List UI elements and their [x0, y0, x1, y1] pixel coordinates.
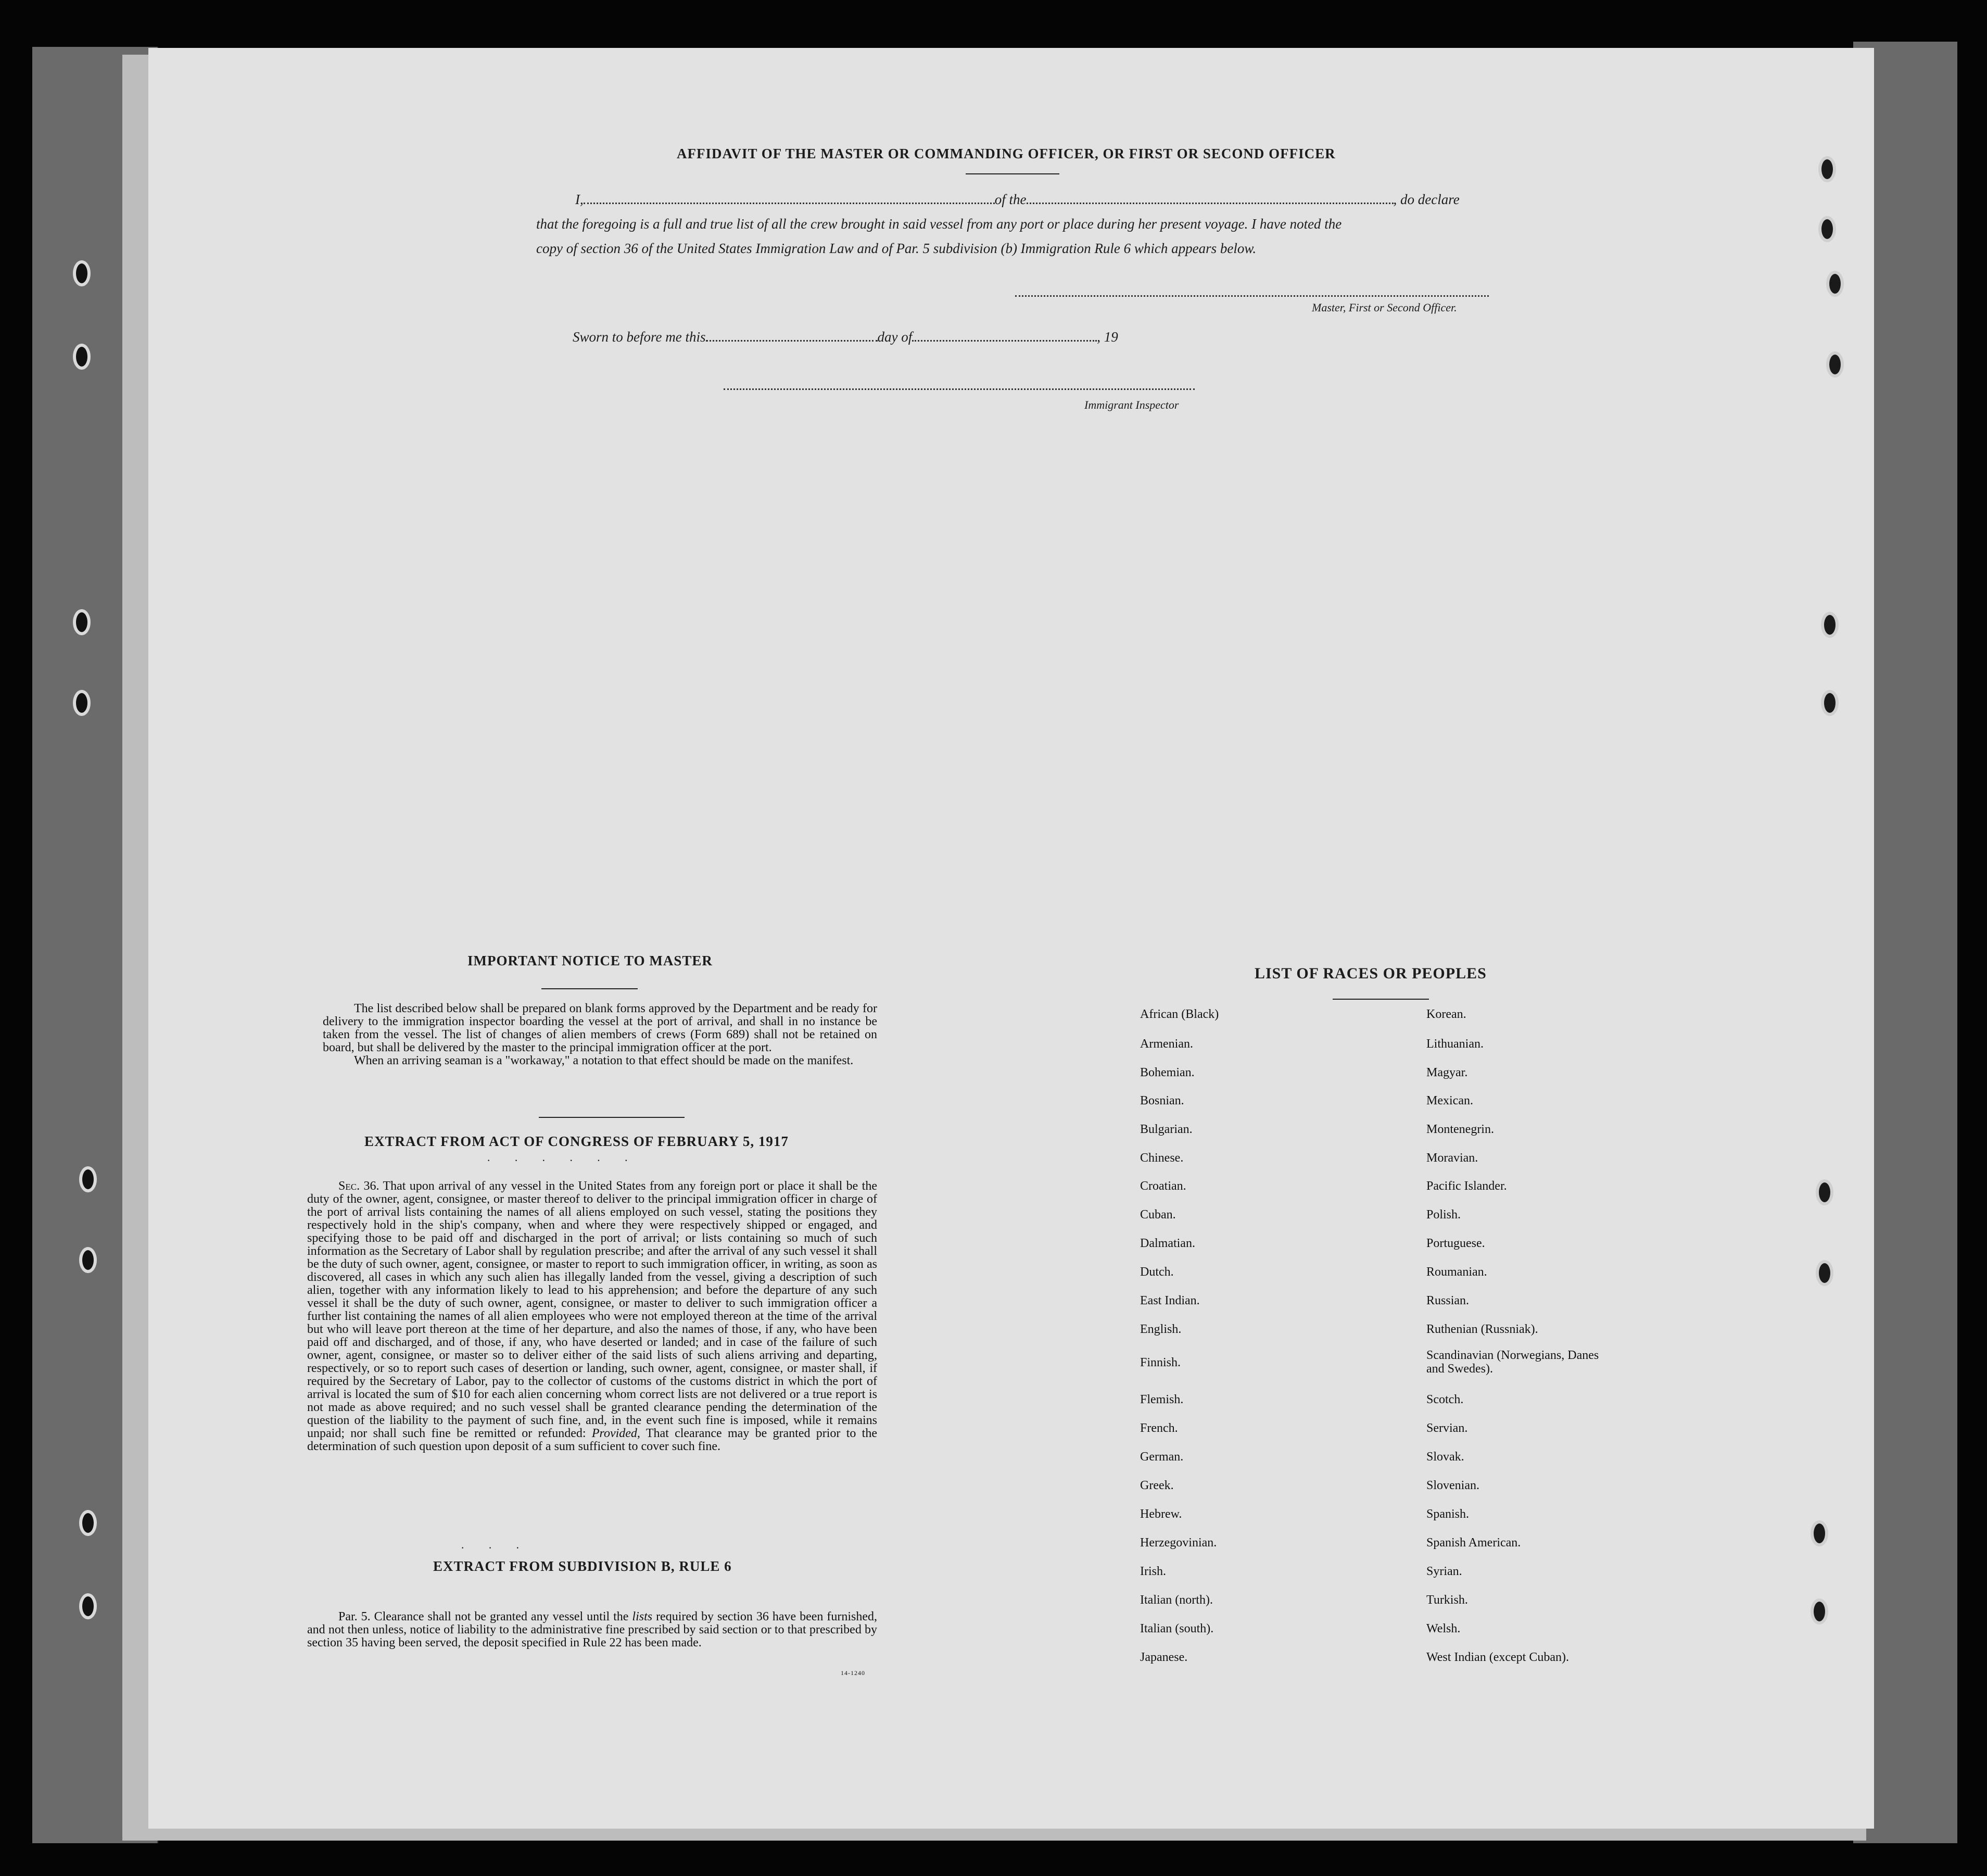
race-item: Japanese. [1140, 1651, 1188, 1664]
punch-hole-icon [73, 260, 91, 286]
extract-act-text [307, 1180, 877, 1453]
race-item: Bosnian. [1140, 1094, 1184, 1107]
race-item: African (Black) [1140, 1008, 1219, 1021]
races-title-rule [1333, 999, 1429, 1000]
race-item: Italian (south). [1140, 1622, 1214, 1635]
race-item: Slovenian. [1426, 1479, 1479, 1492]
race-item: Cuban. [1140, 1208, 1176, 1222]
race-item: Syrian. [1426, 1565, 1462, 1578]
race-item: Ruthenian (Russniak). [1426, 1323, 1538, 1336]
race-item: Greek. [1140, 1479, 1174, 1492]
sec-label: Sec. 36. [338, 1179, 379, 1193]
race-item: Flemish. [1140, 1393, 1184, 1406]
i-label: I, [575, 192, 584, 207]
race-item: Pacific Islander. [1426, 1179, 1507, 1193]
race-item: Dalmatian. [1140, 1237, 1195, 1250]
rule-text-a: Par. 5. Clearance shall not be granted any vessel until the [338, 1610, 629, 1623]
sec-36-text-end: That clearance may be granted prior to the determination of such question upon deposit of a sum sufficient to cover such fine. [307, 1427, 878, 1453]
race-item: Croatian. [1140, 1179, 1186, 1193]
extract-rule-text [307, 1610, 877, 1650]
affidavit-title: AFFIDAVIT OF THE MASTER OR COMMANDING OFFICER, OR FIRST OR SECOND OFFICER [677, 146, 1336, 161]
race-item: Bulgarian. [1140, 1123, 1193, 1136]
race-item: German. [1140, 1450, 1184, 1464]
year-label: , 19 [1097, 329, 1118, 345]
affidavit-title-rule [966, 173, 1059, 174]
race-item: Moravian. [1426, 1151, 1478, 1165]
race-item: West Indian (except Cuban). [1426, 1651, 1569, 1664]
punch-hole-icon [1826, 351, 1844, 377]
race-item: Polish. [1426, 1208, 1461, 1222]
day-of-label: day of [877, 329, 913, 345]
sworn-month-field[interactable] [912, 340, 1097, 342]
race-item: Armenian. [1140, 1037, 1193, 1051]
race-item: Roumanian. [1426, 1265, 1487, 1279]
race-item: Hebrew. [1140, 1507, 1182, 1521]
notice-paragraph-1: The list described below shall be prepared on blank forms approved by the Department and be ready for delivery to the immigration inspector boarding the vessel at the port of arrival, and shall in no instance be taken from the vessel. The list of changes of alien members of crews (Form 689) shall not be retained on board, but shall be delivered by the master to the principal immigration officer at the port. [323, 1002, 877, 1054]
notice-title: IMPORTANT NOTICE TO MASTER [467, 953, 713, 968]
punch-hole-icon [1816, 1179, 1833, 1205]
sworn-line [573, 329, 1118, 345]
sworn-label: Sworn to before me this [573, 329, 706, 345]
race-item: Scandinavian (Norwegians, Danes and Swedes). [1426, 1349, 1599, 1376]
declaration-line-2: that the foregoing is a full and true list of all the crew brought in said vessel from any port or place during her present voyage. I have noted the [536, 216, 1342, 232]
punch-hole-icon [1826, 271, 1844, 297]
punch-hole-icon [73, 690, 91, 716]
extract-rule-title: EXTRACT FROM SUBDIVISION B, RULE 6 [433, 1558, 732, 1574]
do-declare-label: , do declare [1393, 192, 1460, 207]
extract-act-title: EXTRACT FROM ACT OF CONGRESS OF FEBRUARY 5, 1917 [364, 1134, 789, 1149]
sworn-day-field[interactable] [706, 340, 878, 342]
race-item: Irish. [1140, 1565, 1166, 1578]
extract-rule-paragraph [307, 1610, 877, 1650]
race-item: Portuguese. [1426, 1237, 1485, 1250]
master-signature-line[interactable] [1015, 295, 1489, 297]
punch-hole-icon [73, 344, 91, 370]
race-item: Russian. [1426, 1294, 1470, 1307]
race-item: Spanish American. [1426, 1536, 1521, 1550]
master-name-field[interactable] [584, 203, 995, 204]
rule-text-b: required by section 36 have been furnished, and not then unless, notice of liability to the administrative fine prescribed by said section or to that prescribed by section 35 having been served, the deposit specified in Rule 22 has been made. [307, 1610, 878, 1650]
race-item: Spanish. [1426, 1507, 1470, 1521]
declaration-line-3: copy of section 36 of the United States Immigration Law and of Par. 5 subdivision (b) Immigration Rule 6 which appears below. [536, 241, 1257, 256]
provided-label: Provided, [591, 1427, 640, 1440]
of-the-label: of the [994, 192, 1027, 207]
punch-hole-icon [1821, 690, 1839, 716]
race-item: English. [1140, 1323, 1182, 1336]
notice-paragraph-2: When an arriving seaman is a "workaway," a notation to that effect should be made on the manifest. [354, 1054, 854, 1067]
sec-36-text: That upon arrival of any vessel in the United States from any foreign port or place it shall be the duty of the owner, agent, consignee, or master thereof to deliver to the principal immigration officer in charge of the port of arrival lists containing the names of all aliens employed on such vessel, stating the positions they respectively hold in the ship's company, when and where they were respectively shipped or engaged, and specifying those to be paid off and discharged in the port of arrival; or lists containing so much of such information as the Secretary of Labor shall by regulation prescribe; and after the arrival of any such vessel it shall be the duty of such owner, agent, consignee, or master to report to such immigration officer, in writing, as soon as discovered, all cases in which any such alien has illegally landed from the vessel, giving a description of such alien, together with any information likely to lead to his apprehension; and before the departure of any such vessel it shall be the duty of such owner, agent, consignee, or master to deliver to such immigration officer a further list containing the names of all alien employees who were not employed thereon at the time of the arrival but who will leave port thereon at the time of her departure, and also the names of those, if any, who have been paid off and discharged, and of those, if any, who have deserted or landed; and in case of the failure of such owner, agent, consignee, or master so to deliver either of the said lists of such aliens arriving and departing, respectively, or so to report such cases of desertion or landing, such owner, agent, consignee, or master shall, if required by the Secretary of Labor, pay to the collector of customs of the customs district in which the port of arrival is located the sum of $10 for each alien concerning whom correct lists are not delivered or a true report is not made as above required; and no such vessel shall be granted clearance pending the determination of the question of the liability to the payment of such fine, and, in the event such fine is imposed, while it remains unpaid; nor shall such fine be remitted or refunded: [307, 1179, 877, 1440]
race-item: Korean. [1426, 1008, 1466, 1021]
notice-text [323, 1002, 877, 1067]
punch-hole-icon [1811, 1520, 1828, 1546]
race-item: Slovak. [1426, 1450, 1464, 1464]
punch-hole-icon [1818, 156, 1836, 182]
form-number: 14-1240 [841, 1669, 865, 1677]
inspector-signature-line[interactable] [724, 388, 1195, 390]
master-signature-caption: Master, First or Second Officer. [1312, 301, 1457, 314]
punch-hole-icon [1821, 612, 1839, 638]
document-page [148, 48, 1874, 1829]
punch-hole-icon [1818, 216, 1836, 242]
punch-hole-icon [79, 1593, 97, 1619]
race-item: Scotch. [1426, 1393, 1464, 1406]
race-item: Turkish. [1426, 1593, 1468, 1607]
race-item: Lithuanian. [1426, 1037, 1484, 1051]
lists-word: lists [632, 1610, 653, 1623]
extract-act-paragraph [307, 1180, 877, 1453]
race-item: Dutch. [1140, 1265, 1174, 1279]
punch-hole-icon [79, 1247, 97, 1273]
race-item: Herzegovinian. [1140, 1536, 1217, 1550]
punch-hole-icon [1811, 1598, 1828, 1625]
inspector-caption: Immigrant Inspector [1084, 398, 1179, 411]
punch-hole-icon [73, 609, 91, 635]
race-item: Chinese. [1140, 1151, 1184, 1165]
extract-act-dots: · · · · · · [487, 1154, 639, 1167]
race-item: Finnish. [1140, 1356, 1181, 1369]
races-title: LIST OF RACES OR PEOPLES [1255, 965, 1487, 982]
vessel-name-field[interactable] [1027, 203, 1394, 204]
race-item: Bohemian. [1140, 1066, 1195, 1079]
punch-hole-icon [79, 1510, 97, 1536]
race-item: Welsh. [1426, 1622, 1461, 1635]
declaration-line [575, 192, 1460, 208]
race-item: Mexican. [1426, 1094, 1473, 1107]
race-item: Montenegrin. [1426, 1123, 1494, 1136]
race-item: French. [1140, 1421, 1178, 1435]
punch-hole-icon [1816, 1260, 1833, 1286]
notice-title-rule [541, 988, 638, 989]
separator-rule-1 [539, 1117, 685, 1118]
race-item: Magyar. [1426, 1066, 1468, 1079]
extract-act-end-dots: · · · [461, 1541, 530, 1554]
race-item: East Indian. [1140, 1294, 1200, 1307]
punch-hole-icon [79, 1166, 97, 1192]
race-item: Italian (north). [1140, 1593, 1213, 1607]
race-item: Servian. [1426, 1421, 1468, 1435]
